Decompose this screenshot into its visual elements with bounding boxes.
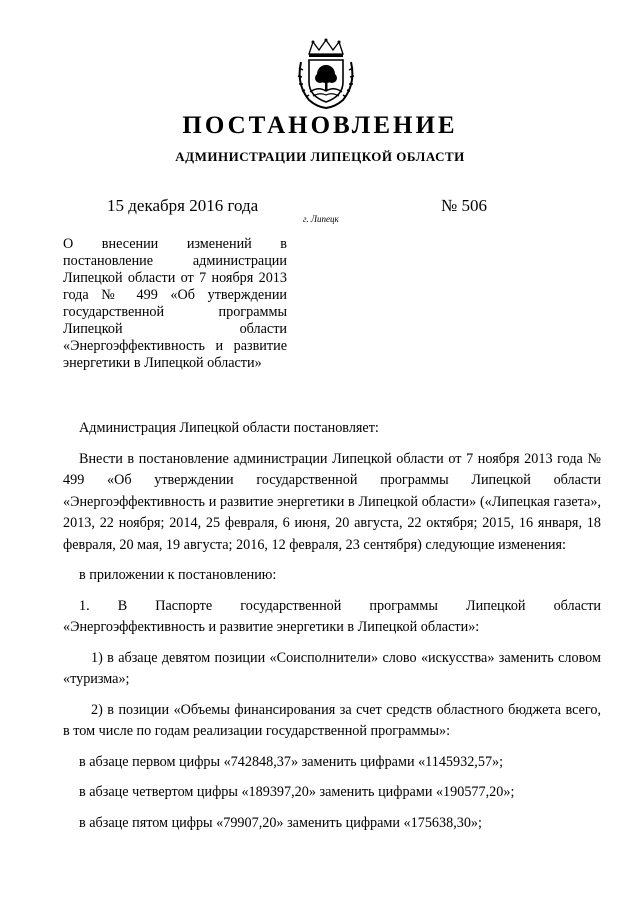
lipetsk-coat-of-arms-icon xyxy=(295,38,357,110)
paragraph-subitem-2: 2) в позиции «Объемы финансирования за счет средств областного бюджета всего, в том числе по годам реализации государственной программы»: xyxy=(63,701,601,739)
document-subject: О внесении изменений в постановление администрации Липецкой области от 7 ноября 2013 года № 499 «Об утверждении государственной программы Липецкой области «Энергоэффективность и развитие энергетики в Липецкой области» xyxy=(63,236,287,371)
paragraph-first-abzac: в абзаце первом цифры «742848,37» заменить цифрами «1145932,57»; xyxy=(79,753,504,770)
document-number: № 506 xyxy=(441,196,487,215)
paragraph-item-1-continued: «Энергоэффективность и развитие энергетики в Липецкой области»: xyxy=(63,619,480,635)
paragraph-fifth-abzac: в абзаце пятом цифры «79907,20» заменить цифрами «175638,30»; xyxy=(79,814,482,831)
paragraph-appendix: в приложении к постановлению: xyxy=(79,567,277,583)
paragraph-amendment-intro: Внести в постановление администрации Липецкой области от 7 ноября 2013 года № 499 «Об утверждении государственной программы Липецкой области «Энергоэффективность и развитие энергетики в Липецкой области» («Липецкая газета», 2013, 22 ноября; 2014, 25 февраля, 6 июня, 20 августа, 22 октября; 2015, 16 января, 18 февраля, 20 мая, 19 августа; 2016, 12 февраля, 23 сентября) следующие изменения: xyxy=(63,450,601,553)
paragraph-subitem-1: 1) в абзаце девятом позиции «Соисполнители» слово «искусства» заменить словом «туризма»; xyxy=(63,649,601,687)
paragraph-fourth-abzac: в абзаце четвертом цифры «189397,20» заменить цифрами «190577,20»; xyxy=(79,784,515,800)
document-city: г. Липецк xyxy=(303,214,339,224)
paragraph-resolves: Администрация Липецкой области постановляет: xyxy=(79,420,379,436)
document-title: ПОСТАНОВЛЕНИЕ xyxy=(182,112,458,139)
document-subtitle: АДМИНИСТРАЦИИ ЛИПЕЦКОЙ ОБЛАСТИ xyxy=(175,149,465,164)
document-body xyxy=(63,418,601,834)
paragraph-item-1: 1. В Паспорте государственной программы Липецкой области xyxy=(79,597,601,614)
document-date: 15 декабря 2016 года xyxy=(107,196,259,215)
